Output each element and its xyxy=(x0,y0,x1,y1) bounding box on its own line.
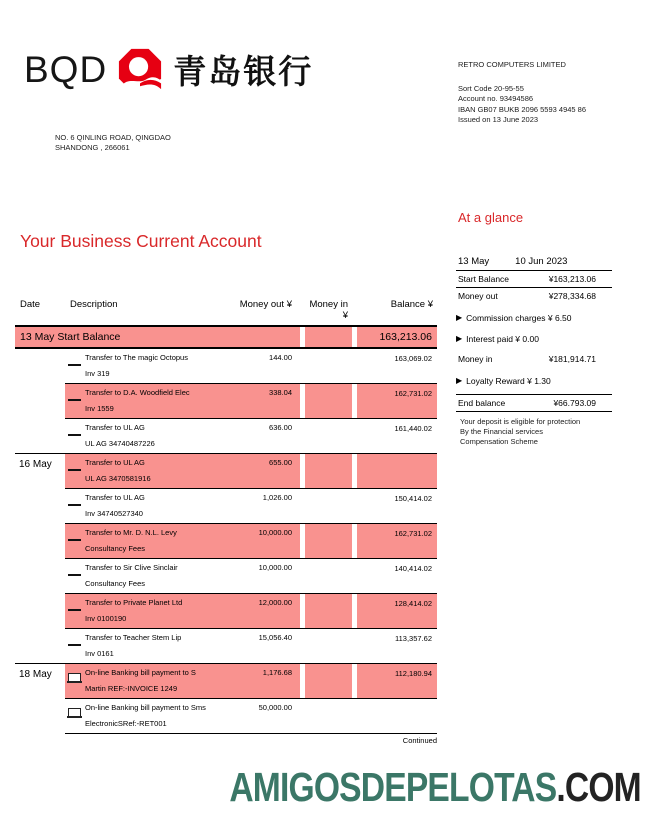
balance-amount: 150,414.02 xyxy=(394,494,432,503)
money-out-amount: 144.00 xyxy=(269,353,292,362)
start-balance-description: Start Balance xyxy=(57,331,121,343)
watermark-tld: .COM xyxy=(556,764,641,810)
header-description: Description xyxy=(70,299,118,310)
bullet-triangle-icon: ▶ xyxy=(456,376,463,385)
balance-amount: 163,069.02 xyxy=(394,354,432,363)
description-cell xyxy=(65,629,300,664)
description-line xyxy=(85,388,292,397)
transfer-icon xyxy=(68,469,81,471)
description-line xyxy=(85,633,292,642)
at-a-glance-heading: At a glance xyxy=(458,210,524,225)
money-in-amount xyxy=(305,524,352,559)
transaction-date: 18 May xyxy=(19,669,52,680)
money-in-amount xyxy=(305,419,352,454)
transactions-table xyxy=(15,299,437,734)
description-cell xyxy=(65,419,300,454)
header-money-out: Money out ¥ xyxy=(239,299,292,310)
money-in-amount xyxy=(305,489,352,524)
balance-amount xyxy=(357,699,437,734)
bank-chinese-name: 青岛银行 xyxy=(173,53,314,90)
statement-rows xyxy=(15,349,437,734)
money-in-cell xyxy=(305,327,352,349)
transaction-row xyxy=(15,419,437,454)
transaction-row xyxy=(15,384,437,419)
transaction-row xyxy=(15,489,437,524)
transaction-date xyxy=(15,384,65,419)
balance-amount: 162,731.02 xyxy=(357,384,437,419)
site-watermark xyxy=(229,764,641,811)
balance-amount xyxy=(357,454,437,489)
transaction-row xyxy=(15,664,437,699)
transaction-row xyxy=(15,349,437,384)
transfer-icon xyxy=(68,364,81,366)
commission-charges-row xyxy=(456,311,612,325)
description-line xyxy=(85,668,292,677)
transaction-description: Transfer to UL AG xyxy=(85,458,145,467)
money-in-amount xyxy=(305,664,352,699)
transaction-date xyxy=(15,629,65,664)
watermark-name: AMIGOSDEPELOTAS xyxy=(229,764,557,810)
start-balance-date: 13 May xyxy=(20,331,55,343)
description-line xyxy=(85,353,292,362)
transaction-reference: ElectronicSRef:-RET001 xyxy=(85,719,167,728)
protection-line2: By the Financial services xyxy=(460,427,543,436)
transaction-row xyxy=(15,524,437,559)
money-out-amount: 10,000.00 xyxy=(258,528,292,537)
transfer-icon xyxy=(68,539,81,541)
end-balance-label: End balance xyxy=(458,398,506,408)
transaction-reference: Martin REF:-INVOICE 1249 xyxy=(85,684,178,693)
transaction-date xyxy=(15,699,65,734)
money-out-amount: 1,176.68 xyxy=(262,668,292,677)
protection-line3: Compensation Scheme xyxy=(460,437,538,446)
account-holder-name: RETRO COMPUTERS LIMITED xyxy=(458,60,566,69)
description-cell xyxy=(65,559,300,594)
transaction-reference: Consultancy Fees xyxy=(85,544,146,553)
money-in-amount xyxy=(305,594,352,629)
bank-short-name: BQD xyxy=(24,48,108,90)
money-out-value: ¥278,334.68 xyxy=(548,291,596,301)
transfer-icon xyxy=(68,644,81,646)
transaction-reference: UL AG 3470581916 xyxy=(85,474,151,483)
transaction-date xyxy=(15,559,65,594)
money-out-label: Money out xyxy=(458,291,498,301)
statement-period xyxy=(456,256,612,271)
period-end: 10 Jun 2023 xyxy=(515,256,568,267)
transaction-reference: Inv 0161 xyxy=(85,649,114,658)
money-out-amount: 50,000.00 xyxy=(258,703,292,712)
transaction-date xyxy=(15,349,65,384)
transaction-reference: Inv 319 xyxy=(85,369,110,378)
money-in-amount xyxy=(305,559,352,594)
bank-of-qingdao-logo-icon xyxy=(117,47,163,93)
description-line xyxy=(85,563,292,572)
description-cell xyxy=(65,699,300,734)
description-line xyxy=(85,598,292,607)
description-line xyxy=(85,493,292,502)
money-out-row xyxy=(456,288,612,304)
transaction-reference: Consultancy Fees xyxy=(85,579,146,588)
description-cell xyxy=(65,454,300,489)
iban: IBAN GB07 BUKB 2096 5593 4945 86 xyxy=(458,104,587,114)
loyalty-reward-row xyxy=(456,374,612,388)
balance-amount: 161,440.02 xyxy=(394,424,432,433)
transaction-description: Transfer to Mr. D. N.L. Levy xyxy=(85,528,177,537)
money-out-amount: 655.00 xyxy=(269,458,292,467)
money-out-amount: 15,056.40 xyxy=(258,633,292,642)
interest-paid-row xyxy=(456,332,612,346)
transaction-reference: Inv 34740527340 xyxy=(85,509,143,518)
transaction-row xyxy=(15,699,437,734)
loyalty-reward-text: Loyalty Reward ¥ 1.30 xyxy=(466,376,551,386)
bullet-triangle-icon: ▶ xyxy=(456,313,463,322)
transaction-description: Transfer to The magic Octopus xyxy=(85,353,188,362)
sort-code: Sort Code 20-95-55 xyxy=(458,83,524,93)
header-money-in: Money in ¥ xyxy=(309,299,348,321)
transaction-description: Transfer to D.A. Woodfield Elec xyxy=(85,388,190,397)
money-in-amount xyxy=(305,699,352,734)
transaction-description: Transfer to Teacher Stem Lip xyxy=(85,633,182,642)
description-cell xyxy=(65,594,300,629)
transaction-description: Transfer to UL AG xyxy=(85,423,145,432)
description-cell xyxy=(65,349,300,384)
protection-line1: Your deposit is eligible for protection xyxy=(460,417,581,426)
bank-address-line1: NO. 6 QINLING ROAD, QINGDAO xyxy=(55,133,171,142)
bullet-triangle-icon: ▶ xyxy=(456,334,463,343)
money-in-amount xyxy=(305,454,352,489)
bank-address xyxy=(55,133,171,153)
period-start: 13 May xyxy=(458,256,490,267)
transfer-icon xyxy=(68,609,81,611)
balance-amount: 140,414.02 xyxy=(394,564,432,573)
start-balance-cell xyxy=(15,327,300,349)
description-cell xyxy=(65,489,300,524)
transaction-description: Transfer to Private Planet Ltd xyxy=(85,598,183,607)
header-balance: Balance ¥ xyxy=(390,299,433,310)
issue-date: Issued on 13 June 2023 xyxy=(458,115,539,124)
money-in-amount xyxy=(305,629,352,664)
continued-label: Continued xyxy=(402,736,437,745)
money-out-amount: 1,026.00 xyxy=(262,493,292,502)
transfer-icon xyxy=(68,574,81,576)
transaction-description: On-line Banking bill payment to Sms xyxy=(85,703,206,712)
money-in-amount xyxy=(305,349,352,384)
money-out-amount: 636.00 xyxy=(269,423,292,432)
header-date: Date xyxy=(20,299,41,310)
at-a-glance-panel xyxy=(456,256,612,412)
table-header xyxy=(15,299,437,327)
transaction-date: 16 May xyxy=(19,459,52,470)
description-cell xyxy=(65,384,300,419)
commission-charges-text: Commission charges ¥ 6.50 xyxy=(466,313,572,323)
transaction-reference: Inv 0100190 xyxy=(85,614,127,623)
description-line xyxy=(85,528,292,537)
start-balance-statement-row xyxy=(15,327,437,349)
online-banking-icon xyxy=(68,673,81,682)
transaction-reference: UL AG 34740487226 xyxy=(85,439,155,448)
balance-amount: 113,357.62 xyxy=(395,634,432,643)
money-out-amount: 338.04 xyxy=(269,388,292,397)
transaction-row xyxy=(15,594,437,629)
money-out-amount: 12,000.00 xyxy=(258,598,292,607)
description-line xyxy=(85,703,292,712)
transfer-icon xyxy=(68,434,81,436)
money-in-value: ¥181,914.71 xyxy=(548,354,596,364)
balance-amount: 128,414.02 xyxy=(357,594,437,629)
description-line xyxy=(85,458,292,467)
interest-paid-text: Interest paid ¥ 0.00 xyxy=(466,334,539,344)
account-number: Account no. 93494586 xyxy=(458,94,534,103)
bank-address-line2: SHANDONG , 266061 xyxy=(55,143,130,152)
transaction-description: Transfer to Sir Clive Sinclair xyxy=(85,563,178,572)
description-cell xyxy=(65,664,300,699)
transfer-icon xyxy=(68,399,81,401)
deposit-protection-note xyxy=(460,417,580,447)
transaction-description: On-line Banking bill payment to S xyxy=(85,668,196,677)
description-line xyxy=(85,423,292,432)
transaction-reference: Inv 1559 xyxy=(85,404,114,413)
balance-amount: 162,731.02 xyxy=(357,524,437,559)
start-balance-label: Start Balance xyxy=(458,274,510,284)
transaction-description: Transfer to UL AG xyxy=(85,493,145,502)
description-cell xyxy=(65,524,300,559)
online-banking-icon xyxy=(68,708,81,717)
page-title: Your Business Current Account xyxy=(20,231,262,251)
transaction-date xyxy=(15,419,65,454)
money-in-row xyxy=(456,351,612,367)
header-description-moneyout xyxy=(65,299,300,321)
start-balance-value: ¥163,213.06 xyxy=(548,274,596,284)
money-in-label: Money in xyxy=(458,354,493,364)
account-holder-info xyxy=(458,60,586,126)
transaction-date xyxy=(15,594,65,629)
end-balance-row xyxy=(456,394,612,412)
transaction-date xyxy=(15,524,65,559)
bank-logo xyxy=(24,46,313,93)
money-out-amount: 10,000.00 xyxy=(258,563,292,572)
transfer-icon xyxy=(68,504,81,506)
transaction-row xyxy=(15,629,437,664)
balance-amount: 112,180.94 xyxy=(357,664,437,699)
transaction-row xyxy=(15,559,437,594)
transaction-row xyxy=(15,454,437,489)
transaction-date xyxy=(15,489,65,524)
end-balance-value: ¥66.793.09 xyxy=(553,398,596,408)
balance-cell: 163,213.06 xyxy=(357,327,437,349)
money-in-amount xyxy=(305,384,352,419)
start-balance-row xyxy=(456,271,612,288)
